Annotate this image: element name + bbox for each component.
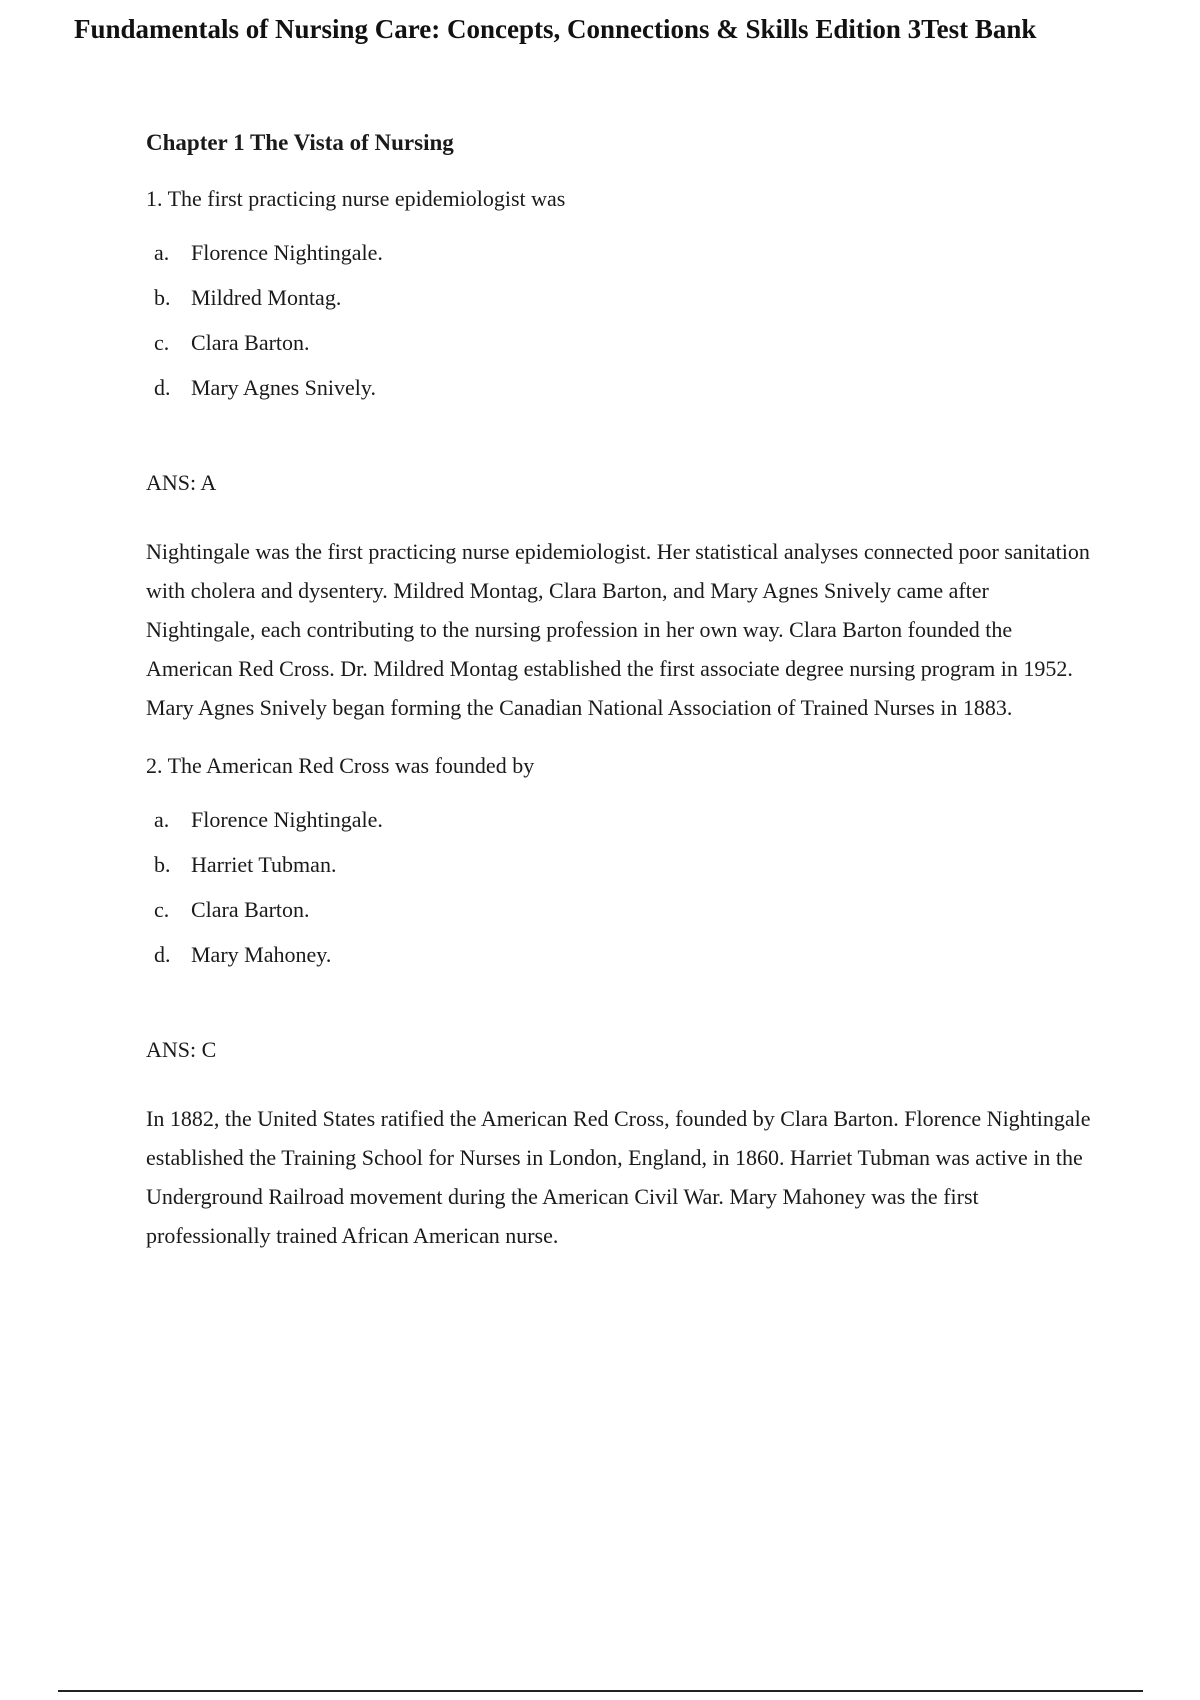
option-letter: d.	[154, 375, 171, 400]
option-text: Mary Agnes Snively.	[191, 375, 376, 400]
option-letter: b.	[154, 285, 171, 310]
answer-option	[146, 944, 1096, 989]
chapter-heading: Chapter 1 The Vista of Nursing	[146, 130, 454, 155]
answer-rationale: Nightingale was the first practicing nurse epidemiologist. Her statistical analyses connected poor sanitation with cholera and dysentery. Mildred Montag, Clara Barton, and Mary Agnes Snively came after Nightingale, each contributing to the nursing profession in her own way. Clara Barton founded the American Red Cross. Dr. Mildred Montag established the first associate degree nursing program in 1952. Mary Agnes Snively began forming the Canadian National Association of Trained Nurses in 1883.	[146, 539, 1090, 720]
answer-option	[146, 809, 1096, 854]
option-letter: c.	[154, 897, 170, 922]
answer-option	[146, 332, 1096, 377]
answer-options	[146, 809, 1096, 989]
option-letter: d.	[154, 942, 171, 967]
answer-options	[146, 242, 1096, 422]
option-text: Clara Barton.	[191, 330, 310, 355]
option-text: Mildred Montag.	[191, 285, 342, 310]
document-title: Fundamentals of Nursing Care: Concepts, Connections & Skills Edition 3Test Bank	[74, 14, 1037, 44]
option-text: Florence Nightingale.	[191, 240, 383, 265]
answer-option	[146, 899, 1096, 944]
footer-divider	[58, 1690, 1143, 1692]
answer-option	[146, 377, 1096, 422]
answer-option	[146, 854, 1096, 899]
answer-key: ANS: A	[146, 470, 217, 495]
document-body	[146, 130, 1096, 1281]
option-text: Clara Barton.	[191, 897, 310, 922]
answer-key: ANS: C	[146, 1037, 217, 1062]
option-letter: b.	[154, 852, 171, 877]
option-text: Harriet Tubman.	[191, 852, 337, 877]
answer-option	[146, 287, 1096, 332]
question-stem: 1. The first practicing nurse epidemiologist was	[146, 186, 566, 211]
option-letter: a.	[154, 807, 170, 832]
question-stem: 2. The American Red Cross was founded by	[146, 753, 535, 778]
answer-rationale: In 1882, the United States ratified the American Red Cross, founded by Clara Barton. Florence Nightingale established the Training School for Nurses in London, England, in 1860. Harriet Tubman was active in the Underground Railroad movement during the American Civil War. Mary Mahoney was the first professionally trained African American nurse.	[146, 1106, 1091, 1248]
option-text: Mary Mahoney.	[191, 942, 332, 967]
answer-option	[146, 242, 1096, 287]
option-letter: a.	[154, 240, 170, 265]
option-letter: c.	[154, 330, 170, 355]
option-text: Florence Nightingale.	[191, 807, 383, 832]
